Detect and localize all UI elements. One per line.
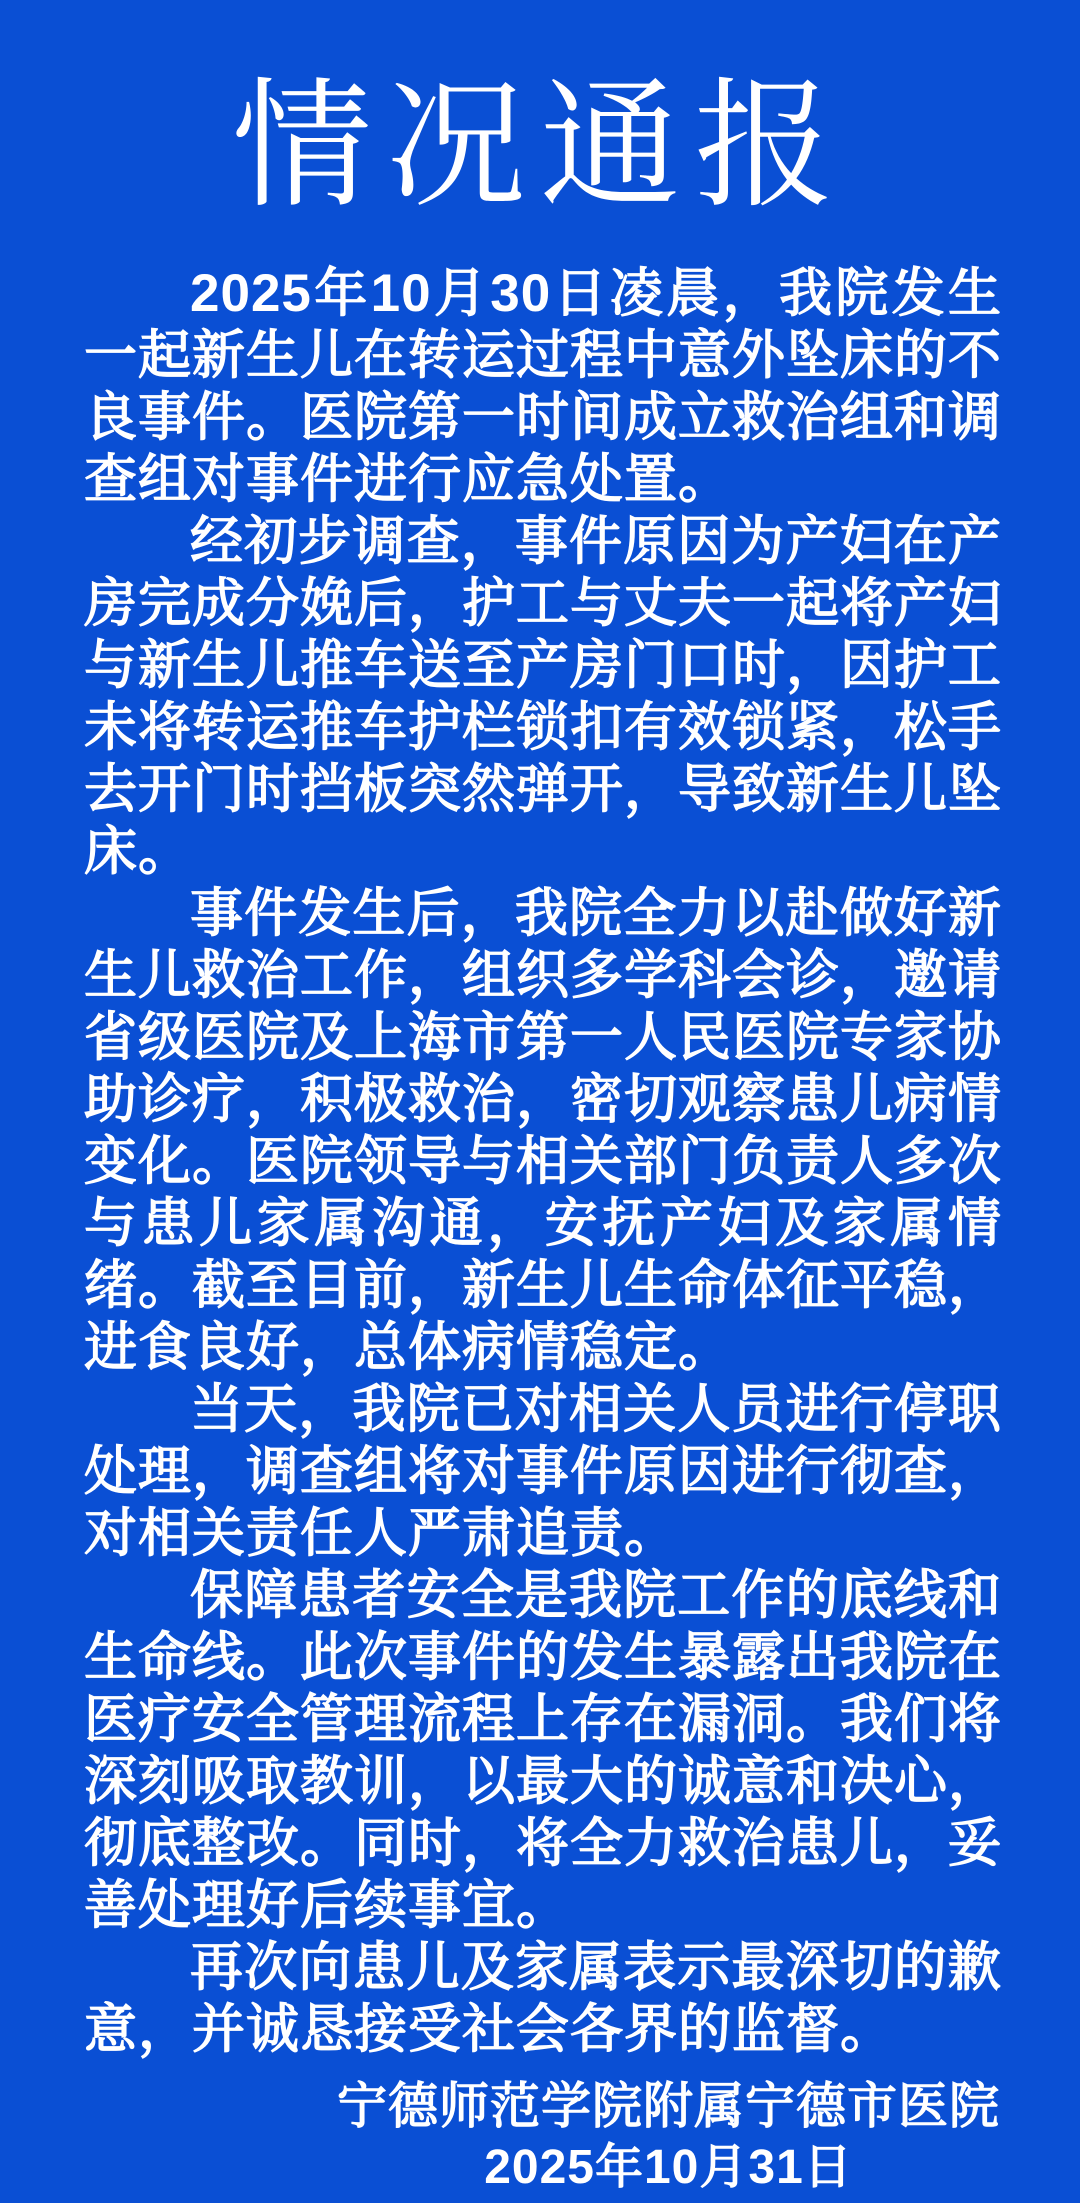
announcement-paragraph: 经初步调查，事件原因为产妇在产房完成分娩后，护工与丈夫一起将产妇与新生儿推车送至产房门口时，因护工未将转运推车护栏锁扣有效锁紧，松手去开门时挡板突然弹开，导致新生儿坠床。 <box>84 512 1002 881</box>
signature-date: 2025年10月31日 <box>484 2141 853 2194</box>
announcement-paragraph: 再次向患儿及家属表示最深切的歉意，并诚恳接受社会各界的监督。 <box>84 1938 1002 2059</box>
signature-block <box>337 2075 1000 2199</box>
page-title: 情况通报 <box>231 70 848 225</box>
announcement-paragraph: 保障患者安全是我院工作的底线和生命线。此次事件的发生暴露出我院在医疗安全管理流程上存在漏洞。我们将深刻吸取教训，以最大的诚意和决心，彻底整改。同时，将全力救治患儿，妥善处理好后续事宜。 <box>84 1566 1002 1935</box>
announcement-body <box>84 263 1002 2061</box>
announcement-paragraph: 2025年10月30日凌晨，我院发生一起新生儿在转运过程中意外坠床的不良事件。医院第一时间成立救治组和调查组对事件进行应急处置。 <box>84 264 1002 509</box>
announcement-paragraph: 事件发生后，我院全力以赴做好新生儿救治工作，组织多学科会诊，邀请省级医院及上海市第一人民医院专家协助诊疗，积极救治，密切观察患儿病情变化。医院领导与相关部门负责人多次与患儿家属沟通，安抚产妇及家属情绪。截至目前，新生儿生命体征平稳，进食良好，总体病情稳定。 <box>84 884 1002 1377</box>
announcement-paragraph: 当天，我院已对相关人员进行停职处理，调查组将对事件原因进行彻查，对相关责任人严肃追责。 <box>84 1380 1002 1563</box>
signature-name: 宁德师范学院附属宁德市医院 <box>337 2078 1000 2134</box>
